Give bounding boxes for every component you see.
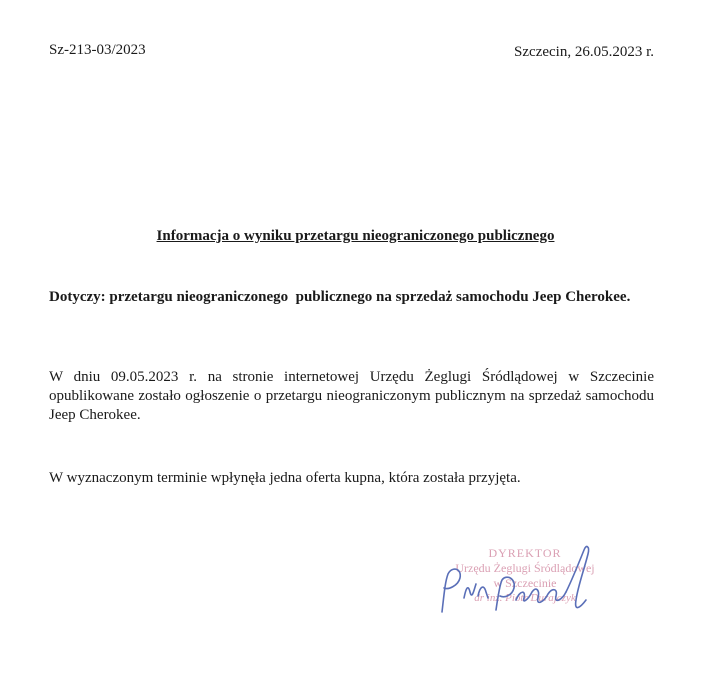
subject-line: Dotyczy: przetargu nieograniczonego publicznego na sprzedaż samochodu Jeep Cherokee. — [49, 289, 631, 305]
stamp-title: DYREKTOR — [488, 546, 562, 560]
body-paragraph-announcement: W dniu 09.05.2023 r. na stronie internetowej Urzędu Żeglugi Śródlądowej w Szczecinie opublikowane zostało ogłoszenie o przetargu nieograniczonym publicznym na sprzedaż samochodu Jeep Cherokee. — [49, 369, 654, 423]
signature-stroke-second — [496, 577, 566, 610]
signature-stroke-initial — [442, 569, 460, 612]
signature-stroke-flourish — [566, 547, 589, 608]
stamp-city: w Szczecinie — [493, 576, 557, 590]
handwritten-signature — [430, 540, 620, 630]
place-and-date: Szczecin, 26.05.2023 r. — [514, 44, 654, 60]
stamp-institution: Urzędu Żeglugi Śródlądowej — [455, 561, 595, 575]
document-reference-number: Sz-213-03/2023 — [49, 42, 146, 58]
stamp-name: dr inż. Piotr Durajczyk — [474, 592, 576, 604]
document-title: Informacja o wyniku przetargu nieograniczonego publicznego — [156, 228, 555, 244]
body-paragraph-result: W wyznaczonym terminie wpłynęła jedna oferta kupna, która została przyjęta. — [49, 470, 521, 486]
signature-stroke-first — [464, 584, 488, 598]
